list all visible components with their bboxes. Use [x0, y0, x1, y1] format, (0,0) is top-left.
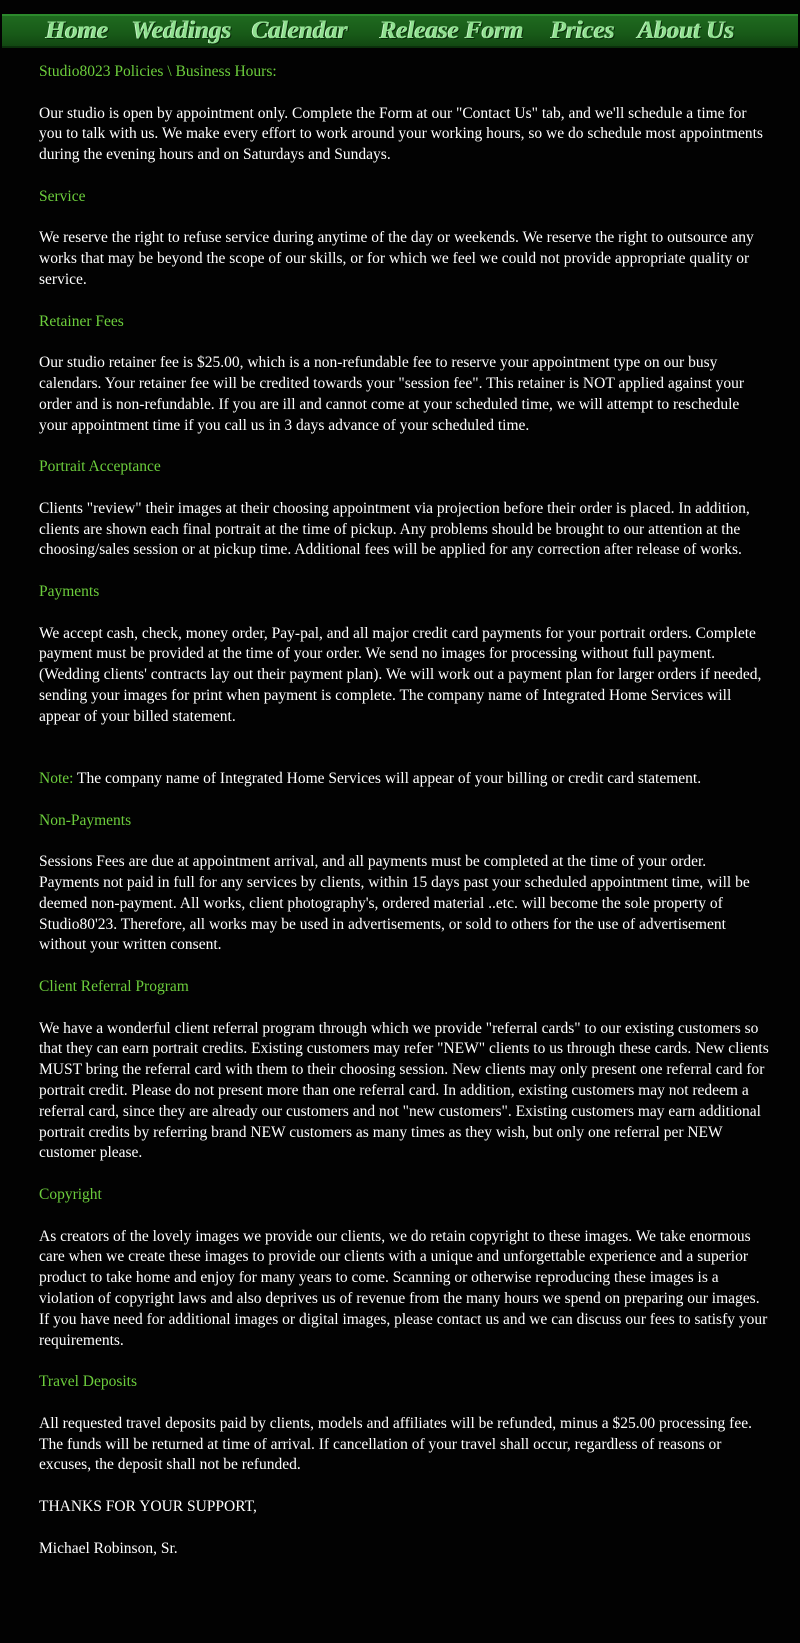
billing-note [39, 769, 769, 790]
policies-content [39, 62, 769, 1559]
travel-deposits-heading: Travel Deposits [39, 1373, 138, 1391]
nav-release-form-link[interactable]: Release Form [380, 17, 524, 44]
nav-weddings-link[interactable]: Weddings [132, 17, 232, 44]
payments-text: We accept cash, check, money order, Pay-pal, and all major credit card payments for your portrait orders. Complete payment must be provided at the time of your order. We send no images for processing without full payment. (Wedding clients' contracts lay out their payment plan). We will work out a payment plan for larger orders if needed, sending your images for print when payment is complete. The company name of Integrated Home Services will appear of your billed statement. [39, 624, 762, 725]
retainer-fees-text: Our studio retainer fee is $25.00, which is a non-refundable fee to reserve your appointment type on our busy calendars. Your retainer fee will be credited towards your "session fee". This retainer is NOT applied against your order and is non-refundable. If you are ill and cannot come at your scheduled time, we will attempt to reschedule your appointment time if you call us in 3 days advance of your scheduled time. [39, 354, 745, 434]
copyright-heading: Copyright [39, 1186, 102, 1204]
thanks-text: THANKS FOR YOUR SUPPORT, [39, 1497, 257, 1515]
signature: Michael Robinson, Sr. [39, 1539, 178, 1557]
note-label: Note: [39, 770, 74, 788]
top-nav-bar [2, 14, 798, 48]
non-payments-heading: Non-Payments [39, 811, 132, 829]
retainer-fees-heading: Retainer Fees [39, 312, 124, 330]
client-referral-heading: Client Referral Program [39, 978, 189, 996]
travel-deposits-text: All requested travel deposits paid by clients, models and affiliates will be refunded, minus a $25.00 processing fee. The funds will be returned at time of arrival. If cancellation of your travel shall occur, regardless of reasons or excuses, the deposit shall not be refunded. [39, 1414, 752, 1474]
payments-heading: Payments [39, 582, 100, 600]
nav-home-link[interactable]: Home [46, 17, 109, 44]
client-referral-text: We have a wonderful client referral program through which we provide "referral cards" to our existing customers so that they can earn portrait credits. Existing customers may refer "NEW" clients to us through these cards. New clients MUST bring the referral card with them to their choosing session. New clients may only present one referral card for portrait credit. Please do not present more than one referral card. In addition, existing customers may not redeem a referral card, since they are already our customers and not "new customers". Existing customers may earn additional portrait credits by referring brand NEW customers as many times as they wish, but only one referral per NEW customer please. [39, 1019, 769, 1162]
service-text: We reserve the right to refuse service during anytime of the day or weekends. We reserve the right to outsource any works that may be beyond the scope of our skills, or for which we feel we could not provide appropriate quality or service. [39, 229, 754, 288]
portrait-acceptance-text: Clients "review" their images at their choosing appointment via projection before their order is placed. In addition, clients are shown each final portrait at the time of pickup. Any problems should be brought to our attention at the choosing/sales session or at pickup time. Additional fees will be applied for any correction after release of works. [39, 499, 750, 559]
page-title: Studio8023 Policies \ Business Hours: [39, 63, 277, 80]
nav-prices-link[interactable]: Prices [551, 17, 615, 44]
copyright-text: As creators of the lovely images we provide our clients, we do retain copyright to these images. We take enormous care when we create these images to provide our clients with a unique and unforgettable experience and a superior product to take home and enjoy for many years to come. Scanning or otherwise reproducing these images is a violation of copyright laws and also deprives us of revenue from the many hours we spend on preparing our images. If you have need for additional images or digital images, please contact us and we can discuss our fees to satisfy your requirements. [39, 1227, 768, 1349]
portrait-acceptance-heading: Portrait Acceptance [39, 458, 161, 476]
nav-calendar-link[interactable]: Calendar [252, 17, 348, 44]
service-heading: Service [39, 187, 86, 205]
business-hours-text: Our studio is open by appointment only. Complete the Form at our "Contact Us" tab, and we'll schedule a time for you to talk with us. We make every effort to work around your working hours, so we do schedule most appointments during the evening hours and on Saturdays and Sundays. [39, 104, 763, 164]
note-text: The company name of Integrated Home Services will appear of your billing or credit card statement. [73, 770, 702, 788]
non-payments-text: Sessions Fees are due at appointment arrival, and all payments must be completed at the time of your order. Payments not paid in full for any services by clients, within 15 days past your scheduled appointment time, will be deemed non-payment. All works, client photography's, ordered material ..etc. will become the sole property of Studio80'23. Therefore, all works may be used in advertisements, or sold to others for the use of advertisement without your written consent. [39, 853, 750, 954]
nav-about-us-link[interactable]: About Us [638, 17, 735, 44]
